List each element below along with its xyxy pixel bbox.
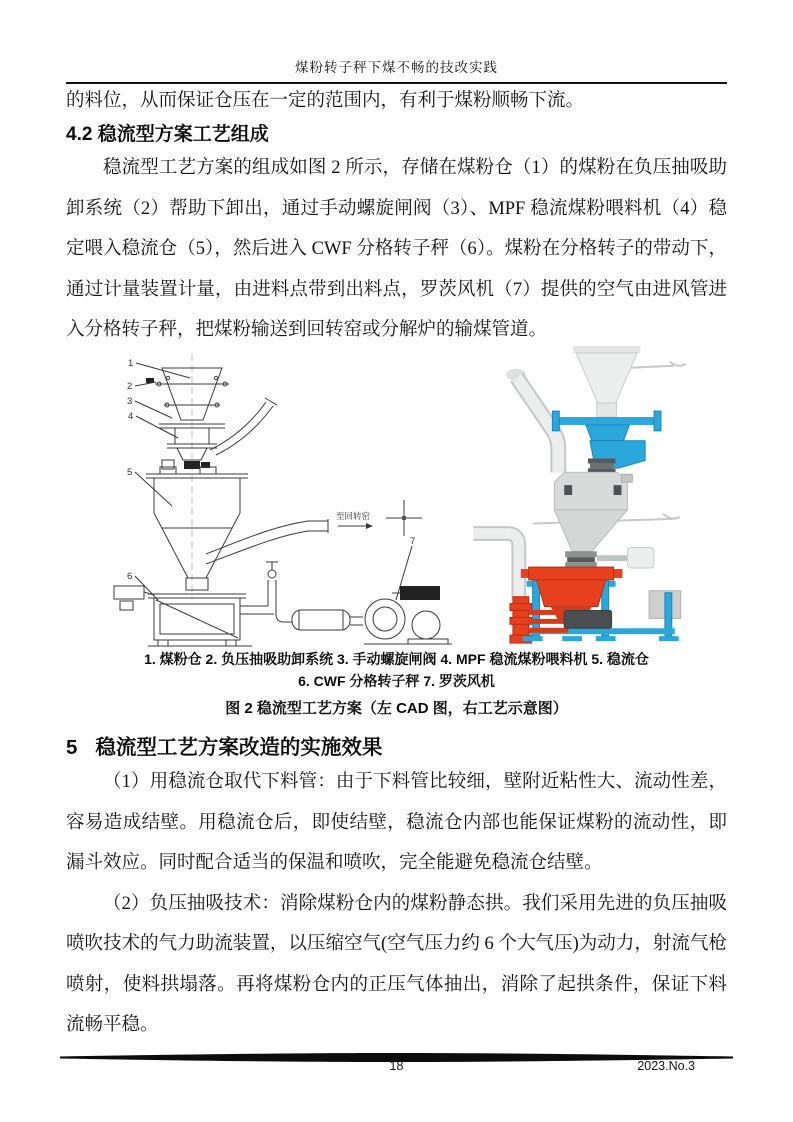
- figure-title: 图 2 稳流型工艺方案（左 CAD 图，右工艺示意图）: [225, 700, 568, 717]
- body-line: 流畅平稳。: [66, 1015, 159, 1035]
- section-5-paragraph-1: [66, 762, 727, 884]
- body-line: 定喂入稳流仓（5），然后进入 CWF 分格转子秤（6）。煤粉在分格转子的带动下，: [66, 239, 727, 259]
- section-5-heading: [66, 730, 727, 760]
- scale-motor: [564, 610, 611, 628]
- body-line: 漏斗效应。同时配合适当的保温和喷吹，完全能避免稳流仓结壁。: [66, 853, 603, 873]
- body-line: （2）负压抽吸技术：消除煤粉仓内的煤粉静态拱。我们采用先进的负压抽吸: [103, 893, 727, 914]
- body-line: （1）用稳流仓取代下料管：由于下料管比较细，壁附近粘性大、流动性差，: [103, 772, 727, 792]
- cad-callout-4: 4: [127, 411, 133, 422]
- section-4-2-paragraph: [66, 148, 727, 351]
- render-diagram: [470, 344, 692, 648]
- feeder-flange-bar: [556, 417, 657, 425]
- cad-callout-6: 6: [126, 571, 132, 582]
- cad-callout-3: 3: [126, 396, 132, 407]
- running-head: 煤粉转子秤下煤不畅的技改实践: [295, 60, 498, 75]
- figure-caption-line-1: 1. 煤粉仓 2. 负压抽吸助卸系统 3. 手动螺旋闸阀 4. MPF 稳流煤粉喂料机 5. 稳流仓: [144, 651, 649, 667]
- cad-callout-1: 1: [127, 358, 133, 369]
- body-line: 容易造成结壁。用稳流仓后，即使结壁，稳流仓内部也能保证煤粉的流动性，即: [66, 812, 727, 833]
- coal-hopper: [576, 353, 637, 403]
- cad-callout-7: 7: [409, 536, 415, 547]
- hopper-rim: [573, 346, 640, 353]
- page-number: 18: [389, 1059, 404, 1073]
- section-5-heading-text: 稳流型工艺方案改造的实施效果: [95, 736, 383, 759]
- figure-2: [66, 344, 727, 648]
- section-4-2-heading: 4.2 稳流型方案工艺组成: [66, 124, 269, 145]
- rotor-scale: [528, 567, 613, 580]
- cad-callout-2: 2: [126, 381, 132, 392]
- body-line: 喷吹技术的气力助流装置，以压缩空气(空气压力约 6 个大气压)为动力，射流气枪: [66, 934, 727, 954]
- cad-diagram: [102, 348, 458, 648]
- body-line: 卸系统（2）帮助下卸出，通过手动螺旋闸阀（3）、MPF 稳流煤粉喂料机（4）稳: [66, 198, 727, 219]
- figure-caption-line-2: 6. CWF 分格转子秤 7. 罗茨风机: [298, 673, 495, 689]
- section-5-heading-number: 5: [66, 736, 78, 759]
- cad-pipe-label: 至回转窑: [335, 511, 370, 521]
- body-line: 喷射，使料拱塌落。再将煤粉仓内的正压气体抽出，消除了起拱条件，保证下料: [66, 974, 727, 995]
- intro-line: 的料位，从而保证仓压在一定的范围内，有利于煤粉顺畅下流。: [66, 91, 585, 111]
- body-line: 通过计量装置计量，由进料点带到出料点，罗茨风机（7）提供的空气由进风管进: [66, 279, 727, 300]
- issue-number: 2023.No.3: [637, 1059, 695, 1073]
- page-footer: [66, 1059, 727, 1077]
- section-5-paragraph-2: [66, 884, 727, 1046]
- body-line: 稳流型工艺方案的组成如图 2 所示，存储在煤粉仓（1）的煤粉在负压抽吸助: [103, 158, 727, 178]
- body-line: 入分格转子秤，把煤粉输送到回转窑或分解炉的输煤管道。: [66, 320, 548, 340]
- cad-callout-5: 5: [126, 467, 132, 478]
- header-rule: [66, 82, 727, 84]
